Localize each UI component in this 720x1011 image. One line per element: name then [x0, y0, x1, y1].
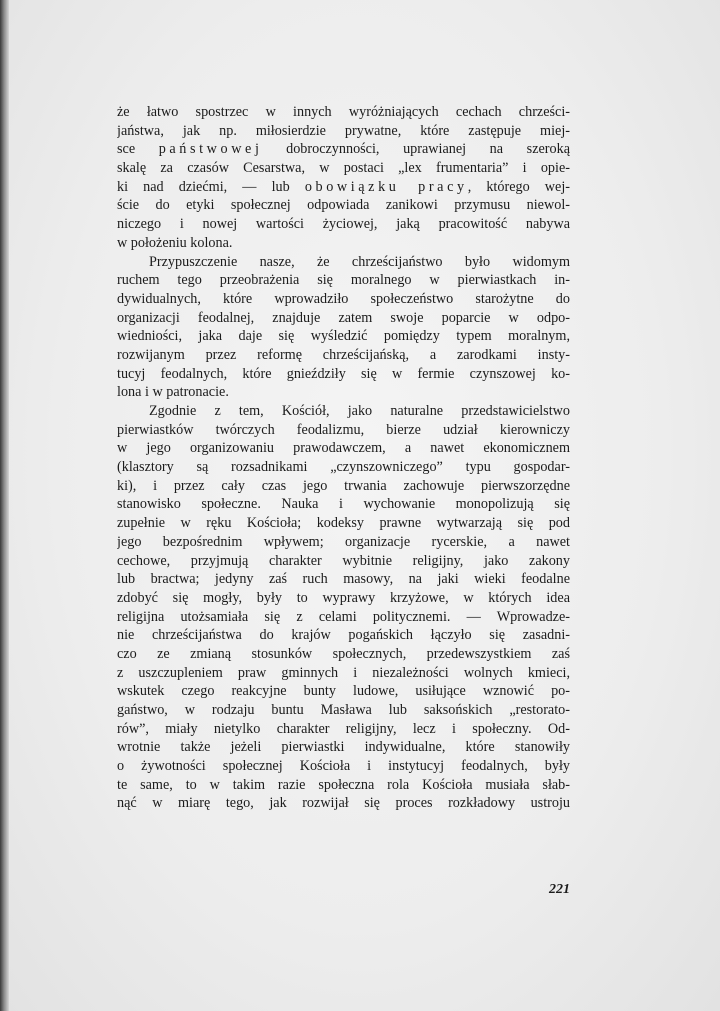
text-line: o żywotności społecznej Kościoła i instytucyj feodalnych, były	[117, 758, 570, 775]
text-line: stanowisko społeczne. Nauka i wychowanie monopolizują się	[117, 496, 570, 513]
text-line: skalę za czasów Cesarstwa, w postaci „lex frumentaria” i opie-	[117, 160, 570, 177]
text-line: nąć w miarę tego, jak rozwijał się proces rozkładowy ustroju	[117, 795, 570, 812]
text-line: organizacji feodalnej, znajduje zatem swoje poparcie w odpo-	[117, 309, 570, 326]
text-line: cechowe, przyjmują charakter wybitnie religijny, jako zakony	[117, 552, 570, 569]
text-line: tucyj feodalnych, które gnieździły się w fermie czynszowej ko-	[117, 365, 570, 382]
text-line: sce państwowej dobroczynności, uprawianej na szeroką	[117, 141, 570, 158]
page-number: 221	[549, 882, 570, 897]
text-line: z uszczupleniem praw gminnych i niezależności wolnych kmieci,	[117, 664, 570, 681]
book-spine-shadow	[0, 0, 9, 1011]
text-line: wskutek czego reakcyjne bunty ludowe, usiłujące wznowić po-	[117, 683, 570, 700]
text-line: w jego organizowaniu prawodawczem, a nawet ekonomicznem	[117, 440, 570, 457]
text-line: rozwijanym przez reformę chrześcijańską, a zarodkami insty-	[117, 346, 570, 363]
text-line: rów”, miały nietylko charakter religijny, lecz i społeczny. Od-	[117, 720, 570, 737]
text-line: zupełnie w ręku Kościoła; kodeksy prawne wytwarzają się pod	[117, 515, 570, 532]
text-line: (klasztory są rozsadnikami „czynszowniczego” typu gospodar-	[117, 459, 570, 476]
text-line: ki nad dziećmi, — lub obowiązku pracy, którego wej-	[117, 178, 570, 195]
paragraph-start: Zgodnie z tem, Kościół, jako naturalne przedstawicielstwo	[149, 403, 570, 419]
text-line: zdobyć się mogły, były to wyprawy krzyżowe, w których idea	[117, 589, 570, 606]
text-line: lona i w patronacie.	[117, 384, 229, 401]
paragraph-start: Przypuszczenie nasze, że chrześcijaństwo było widomym	[149, 253, 570, 270]
text-line: jego bezpośrednim wpływem; organizacje rycerskie, a nawet	[117, 533, 570, 550]
text-line: religijna utożsamiała się z celami politycznemi. — Wprowadze-	[117, 608, 570, 625]
text-line: że łatwo spostrzec w innych wyróżniających cechach chrześci-	[117, 104, 570, 120]
text-line: te same, to w takim razie społeczna rola Kościoła musiała słab-	[117, 776, 570, 793]
text-line: dywidualnych, które wprowadziło społeczeństwo starożytne do	[117, 290, 570, 307]
text-line: jaństwa, jak np. miłosierdzie prywatne, które zastępuje miej-	[117, 122, 570, 139]
text-line: niczego i nowej wartości życiowej, jaką pracowitość nabywa	[117, 216, 570, 233]
text-line: nie chrześcijaństwa do krajów pogańskich łączyło się zasadni-	[117, 627, 570, 644]
text-line: ruchem tego przeobrażenia się moralnego w pierwiastkach in-	[117, 272, 570, 289]
text-line: wiedniości, jaka daje się wyśledzić pomiędzy typem moralnym,	[117, 328, 570, 345]
text-line: w położeniu kolona.	[117, 234, 233, 251]
text-line: ki), i przez cały czas jego trwania zachowuje pierwszorzędne	[117, 477, 570, 494]
text-line: czo ze zmianą stosunków społecznych, przedewszystkiem zaś	[117, 645, 570, 662]
text-line: pierwiastków twórczych feodalizmu, bierze udział kierowniczy	[117, 421, 570, 438]
text-line: gaństwo, w rodzaju buntu Masława lub saksońskich „restorato-	[117, 702, 570, 718]
text-line: lub bractwa; jedyny zaś ruch masowy, na jaki wieki feodalne	[117, 571, 570, 588]
text-line: ście do etyki społecznej odpowiada zanikowi przymusu niewol-	[117, 197, 570, 214]
emphasis-spaced: państwowej	[158, 141, 263, 158]
text-line: wrotnie także jeżeli pierwiastki indywidualne, które stanowiły	[117, 739, 570, 756]
emphasis-spaced: obowiązku pracy	[304, 178, 468, 195]
body-text	[117, 103, 570, 813]
